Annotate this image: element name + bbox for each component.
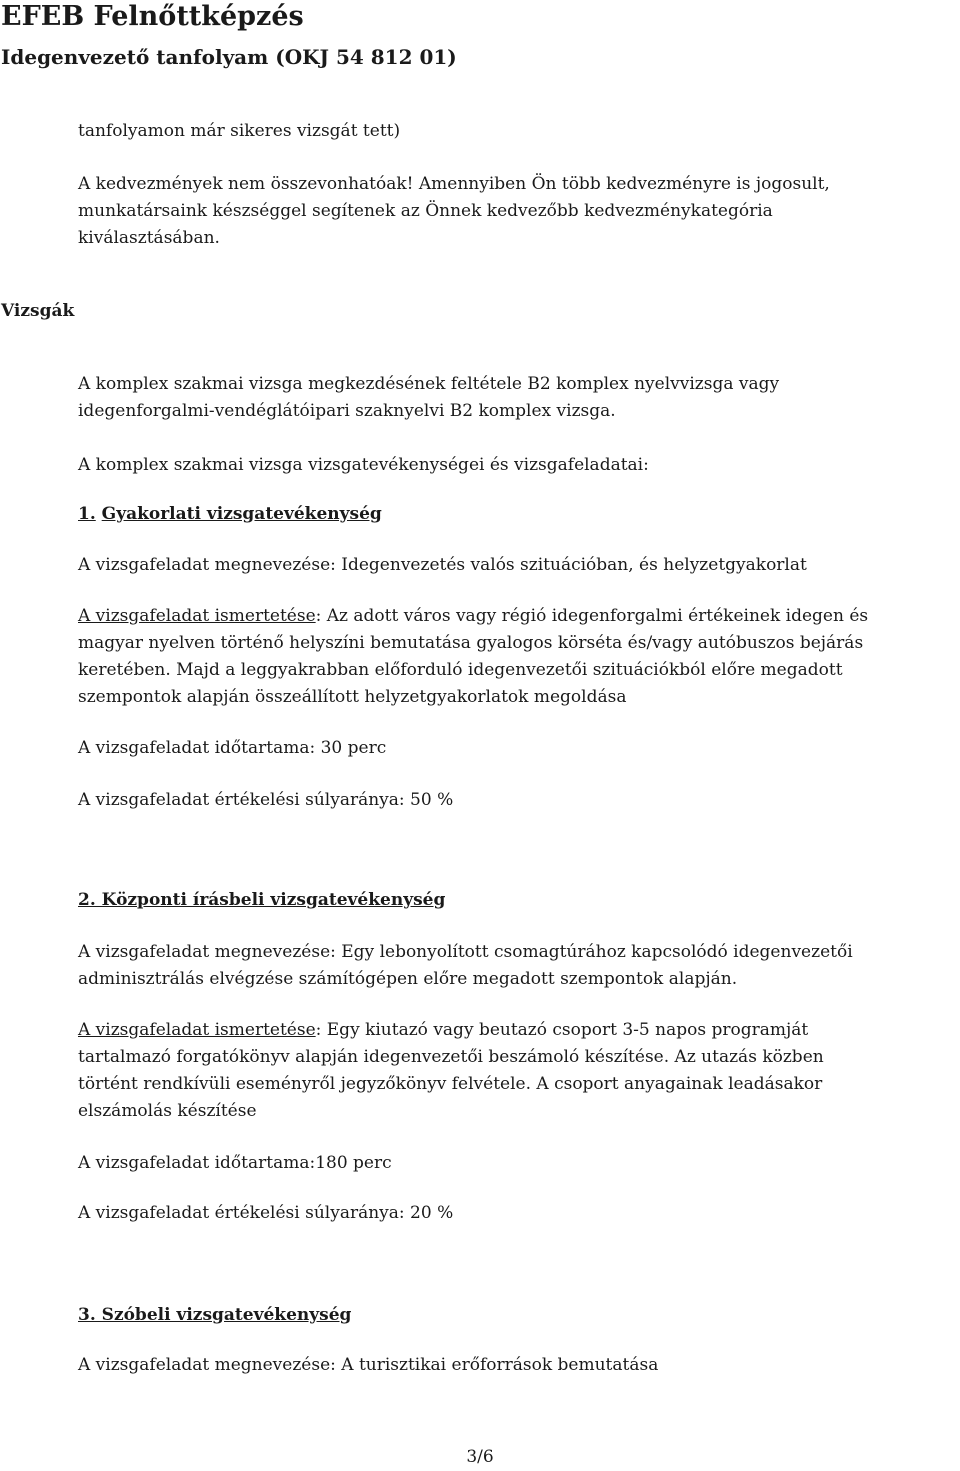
- paragraph-line: kiválasztásában.: [78, 228, 220, 248]
- section-1-title: Gyakorlati vizsgatevékenység: [101, 504, 382, 524]
- intro-line: tanfolyamon már sikeres vizsgát tett): [78, 121, 401, 141]
- section-2-heading: [78, 887, 445, 914]
- section-1-heading: [78, 501, 382, 528]
- exams-heading: Vizsgák: [1, 301, 75, 321]
- section-2-duration: A vizsgafeladat időtartama:180 perc: [78, 1153, 392, 1173]
- section-3-task-name: A vizsgafeladat megnevezése: A turisztikai erőforrások bemutatása: [78, 1355, 659, 1375]
- page-number: 3/6: [466, 1447, 494, 1467]
- section-3-title: 3. Szóbeli vizsgatevékenység: [78, 1305, 352, 1325]
- paragraph-line: adminisztrálás elvégzése számítógépen előre megadott szempontok alapján.: [78, 969, 738, 989]
- section-3-heading: [78, 1302, 351, 1329]
- section-1-weight: A vizsgafeladat értékelési súlyaránya: 50 %: [78, 790, 454, 810]
- activities-intro: A komplex szakmai vizsga vizsgatevékenységei és vizsgafeladatai:: [78, 455, 649, 475]
- section-1-task-name: A vizsgafeladat megnevezése: Idegenvezetés valós szituációban, és helyzetgyakorlat: [78, 555, 807, 575]
- section-2-description: [78, 1017, 808, 1044]
- document-title: EFEB Felnőttképzés: [1, 1, 304, 32]
- document-subtitle: Idegenvezető tanfolyam (OKJ 54 812 01): [1, 45, 457, 69]
- description-text: : Az adott város vagy régió idegenforgalmi értékeinek idegen és: [315, 606, 869, 626]
- section-2-task-name: A vizsgafeladat megnevezése: Egy lebonyolított csomagtúrához kapcsolódó idegenvezetői: [78, 942, 853, 962]
- paragraph-line: történt rendkívüli eseményről jegyzőkönyv felvétele. A csoport anyagainak leadásakor: [78, 1074, 823, 1094]
- paragraph-line: szempontok alapján összeállított helyzetgyakorlatok megoldása: [78, 687, 627, 707]
- description-text: : Egy kiutazó vagy beutazó csoport 3-5 napos programját: [315, 1020, 809, 1040]
- paragraph-line: elszámolás készítése: [78, 1101, 257, 1121]
- section-2-title: 2. Központi írásbeli vizsgatevékenység: [78, 890, 446, 910]
- section-1-number: 1.: [78, 504, 96, 524]
- paragraph-line: idegenforgalmi-vendéglátóipari szaknyelvi B2 komplex vizsga.: [78, 401, 616, 421]
- section-2-weight: A vizsgafeladat értékelési súlyaránya: 20 %: [78, 1203, 454, 1223]
- paragraph-line: munkatársaink készséggel segítenek az Önnek kedvezőbb kedvezménykategória: [78, 201, 773, 221]
- description-label: A vizsgafeladat ismertetése: [78, 606, 316, 626]
- section-1-duration: A vizsgafeladat időtartama: 30 perc: [78, 738, 387, 758]
- paragraph-line: A komplex szakmai vizsga megkezdésének feltétele B2 komplex nyelvvizsga vagy: [78, 374, 780, 394]
- section-1-description: [78, 603, 868, 630]
- paragraph-line: magyar nyelven történő helyszíni bemutatása gyalogos körséta és/vagy autóbuszos bejárás: [78, 633, 864, 653]
- paragraph-line: keretében. Majd a leggyakrabban előforduló idegenvezetői szituációkból előre megadott: [78, 660, 843, 680]
- paragraph-line: tartalmazó forgatókönyv alapján idegenvezetői beszámoló készítése. Az utazás közben: [78, 1047, 824, 1067]
- paragraph-line: A kedvezmények nem összevonhatóak! Amennyiben Ön több kedvezményre is jogosult,: [78, 174, 830, 194]
- description-label: A vizsgafeladat ismertetése: [78, 1020, 316, 1040]
